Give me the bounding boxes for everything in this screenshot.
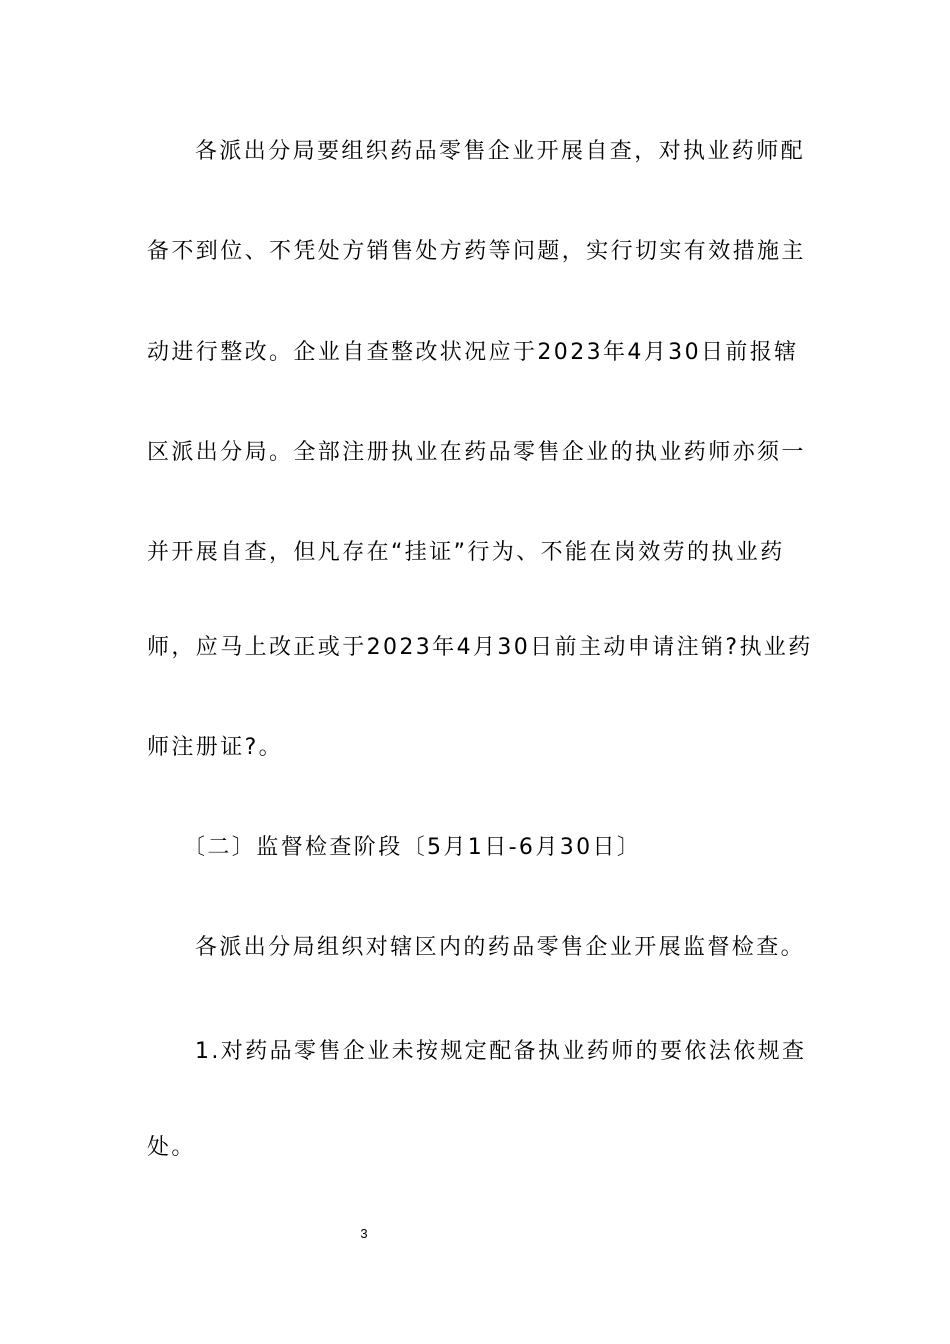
section-heading: 〔二〕监督检查阶段〔5月1日-6月30日〕 xyxy=(183,835,642,860)
paragraph-line-2: 备不到位、不凭处方销售处方药等问题，实行切实有效措施主 xyxy=(147,239,806,264)
paragraph-line-4: 区派出分局。全部注册执业在药品零售企业的执业药师亦须一 xyxy=(147,440,806,465)
paragraph-line-1: 各派出分局要组织药品零售企业开展自查，对执业药师配 xyxy=(195,139,806,164)
paragraph-line-6: 师，应马上改正或于2023年4月30日前主动申请注销?执业药 xyxy=(147,635,813,660)
paragraph-line-3: 动进行整改。企业自查整改状况应于2023年4月30日前报辖 xyxy=(147,340,799,365)
paragraph-line-7: 师注册证?。 xyxy=(147,735,284,760)
page-number: 3 xyxy=(360,1226,368,1241)
list-item-line-1: 1.对药品零售企业未按规定配备执业药师的要依法依规查 xyxy=(195,1039,807,1064)
list-item-line-2: 处。 xyxy=(147,1135,196,1160)
paragraph-line-9: 各派出分局组织对辖区内的药品零售企业开展监督检查。 xyxy=(195,935,806,960)
paragraph-line-5: 并开展自查，但凡存在“挂证”行为、不能在岗效劳的执业药 xyxy=(147,540,785,565)
